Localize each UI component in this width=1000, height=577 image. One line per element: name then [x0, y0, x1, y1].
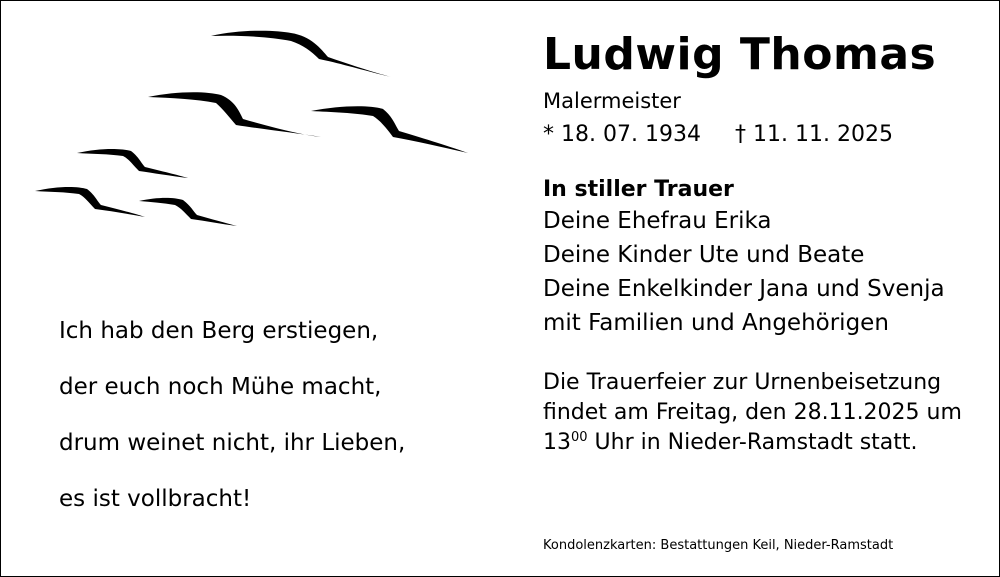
mourner-line: Deine Ehefrau Erika	[543, 208, 772, 234]
death-date: † 11. 11. 2025	[735, 122, 893, 147]
service-line: Die Trauerfeier zur Urnenbeisetzung	[543, 370, 942, 395]
service-line-rest: Uhr in Nieder-Ramstadt statt.	[587, 430, 918, 455]
mourner-line: Deine Kinder Ute und Beate	[543, 242, 865, 268]
mourner-line: mit Familien und Angehörigen	[543, 310, 889, 336]
birth-date: * 18. 07. 1934	[543, 122, 701, 147]
notice-text-column	[543, 29, 962, 458]
poem-line: drum weinet nicht, ihr Lieben,	[59, 430, 406, 456]
condolence-card-note: Kondolenzkarten: Bestattungen Keil, Nieder-Ramstadt	[543, 538, 894, 553]
deceased-name: Ludwig Thomas	[543, 29, 937, 80]
service-line	[543, 428, 962, 458]
flying-birds-icon	[21, 21, 481, 241]
funeral-service-info	[543, 368, 962, 458]
poem-line: Ich hab den Berg erstiegen,	[59, 318, 379, 344]
poem-line: der euch noch Mühe macht,	[59, 374, 382, 400]
mourners-heading: In stiller Trauer	[543, 177, 734, 202]
service-line: findet am Freitag, den 28.11.2025 um	[543, 400, 962, 425]
service-hour: 13	[543, 430, 571, 455]
life-dates	[543, 120, 962, 150]
service-minutes: 00	[571, 430, 588, 445]
poem	[59, 303, 405, 527]
poem-line: es ist vollbracht!	[59, 486, 252, 512]
deceased-profession: Malermeister	[543, 89, 681, 113]
mourner-line: Deine Enkelkinder Jana und Svenja	[543, 276, 945, 302]
